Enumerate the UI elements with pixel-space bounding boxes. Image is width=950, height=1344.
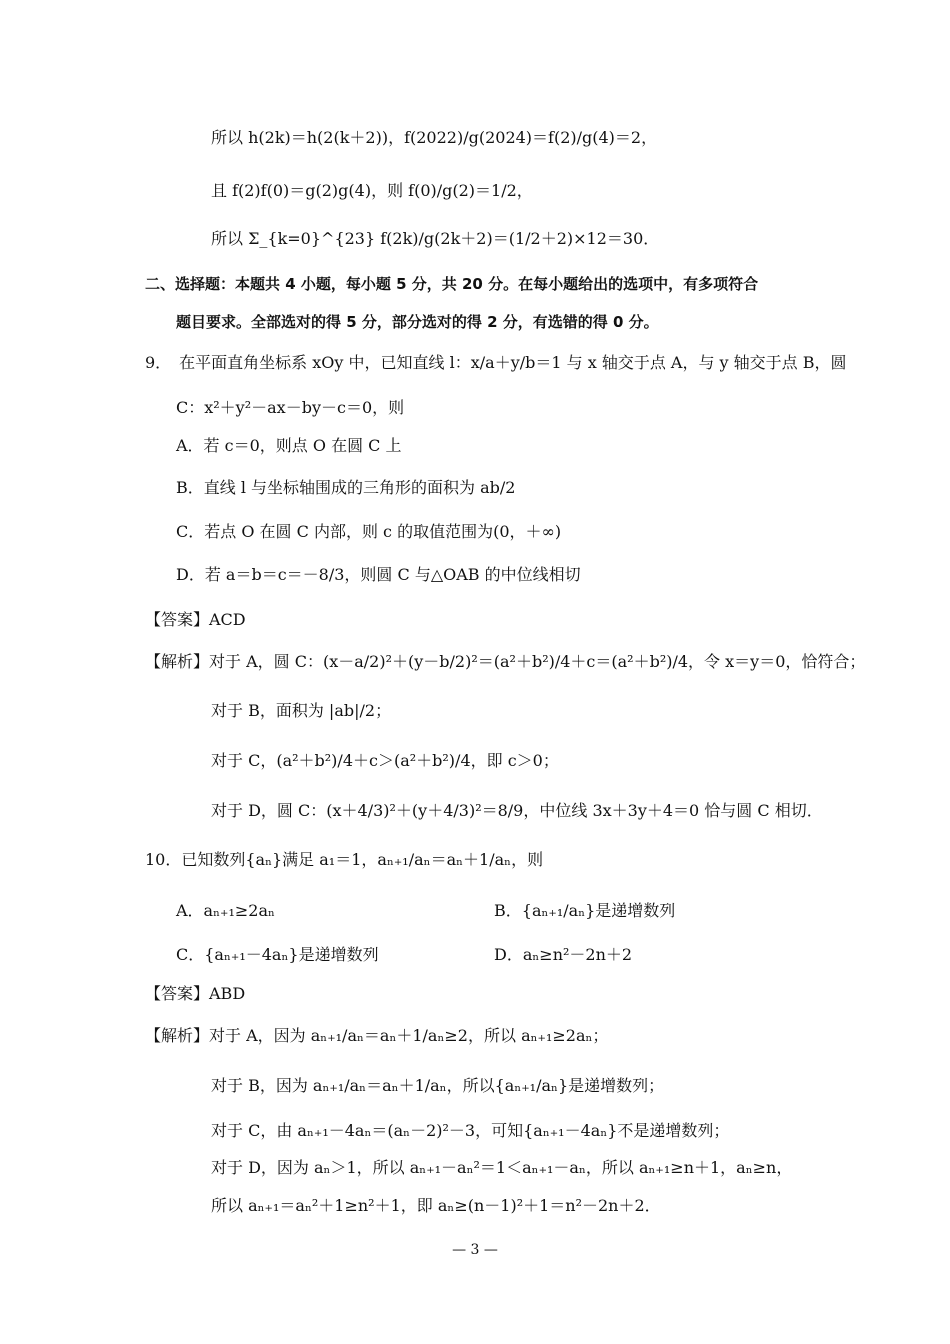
q9-answer: 【答案】ACD [145, 610, 246, 629]
section-heading-line-2: 题目要求。全部选对的得 5 分，部分选对的得 2 分，有选错的得 0 分。 [176, 313, 659, 331]
q9-stem-line-2: C：x²＋y²－ax－by－c＝0，则 [176, 398, 405, 417]
q9-stem-line-1: 9． 在平面直角坐标系 xOy 中，已知直线 l：x/a＋y/b＝1 与 x 轴交于点 A，与 y 轴交于点 B，圆 [145, 353, 847, 372]
page-number: — 3 — [452, 1242, 498, 1258]
q10-analysis-line-3: 对于 C，由 aₙ₊₁－4aₙ＝(aₙ－2)²－3，可知{aₙ₊₁－4aₙ}不是递增数列； [211, 1121, 730, 1140]
q9-analysis-line-2: 对于 B，面积为 |ab|/2； [211, 701, 392, 720]
q9-analysis-line-1: 【解析】对于 A，圆 C：(x－a/2)²＋(y－b/2)²＝(a²＋b²)/4＋c＝(a²＋b²)/4，令 x＝y＝0，恰符合； [145, 652, 866, 671]
q10-option-a: A．aₙ₊₁≥2aₙ [176, 901, 275, 920]
q9-analysis-line-3: 对于 C，(a²＋b²)/4＋c＞(a²＋b²)/4，即 c＞0； [211, 751, 559, 770]
q10-option-c: C．{aₙ₊₁－4aₙ}是递增数列 [176, 945, 379, 964]
q10-option-d: D．aₙ≥n²－2n＋2 [494, 945, 633, 964]
q10-stem: 10．已知数列{aₙ}满足 a₁＝1，aₙ₊₁/aₙ＝aₙ＋1/aₙ，则 [145, 850, 544, 869]
q10-analysis-line-5: 所以 aₙ₊₁＝aₙ²＋1≥n²＋1，即 aₙ≥(n－1)²＋1＝n²－2n＋2． [211, 1196, 661, 1215]
solution-line-1: 所以 h(2k)＝h(2(k＋2))，f(2022)/g(2024)＝f(2)/g(4)＝2， [211, 128, 658, 147]
q10-analysis-line-4: 对于 D，因为 aₙ＞1，所以 aₙ₊₁－aₙ²＝1＜aₙ₊₁－aₙ，所以 aₙ₊₁≥n＋1，aₙ≥n， [211, 1158, 793, 1177]
q10-option-b: B．{aₙ₊₁/aₙ}是递增数列 [494, 901, 676, 920]
q10-answer: 【答案】ABD [145, 984, 246, 1003]
solution-line-3: 所以 Σ_{k=0}^{23} f(2k)/g(2k＋2)＝(1/2＋2)×12＝30． [211, 229, 660, 248]
q10-analysis-line-1: 【解析】对于 A，因为 aₙ₊₁/aₙ＝aₙ＋1/aₙ≥2，所以 aₙ₊₁≥2aₙ； [145, 1026, 609, 1045]
q10-analysis-line-2: 对于 B，因为 aₙ₊₁/aₙ＝aₙ＋1/aₙ，所以{aₙ₊₁/aₙ}是递增数列； [211, 1076, 665, 1095]
solution-line-2: 且 f(2)f(0)＝g(2)g(4)，则 f(0)/g(2)＝1/2， [211, 181, 533, 200]
q9-option-a: A．若 c＝0，则点 O 在圆 C 上 [176, 436, 402, 455]
q9-option-b: B．直线 l 与坐标轴围成的三角形的面积为 ab/2 [176, 478, 516, 497]
q9-analysis-line-4: 对于 D，圆 C：(x＋4/3)²＋(y＋4/3)²＝8/9，中位线 3x＋3y＋4＝0 恰与圆 C 相切． [211, 801, 823, 820]
q9-option-c: C．若点 O 在圆 C 内部，则 c 的取值范围为(0，＋∞) [176, 522, 562, 541]
section-heading-line-1: 二、选择题：本题共 4 小题，每小题 5 分，共 20 分。在每小题给出的选项中，有多项符合 [145, 275, 759, 293]
q9-option-d: D．若 a＝b＝c＝－8/3，则圆 C 与△OAB 的中位线相切 [176, 565, 581, 584]
